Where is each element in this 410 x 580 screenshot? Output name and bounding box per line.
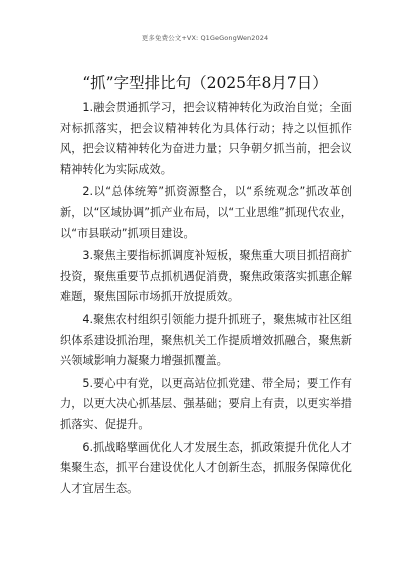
paragraph-5: 5.要心中有党，以更高站位抓党建、带全局；要工作有力，以更大决心抓基层、强基础；要肩上有责，以更实举措抓落实、促提升。 — [60, 376, 352, 431]
paragraph-6: 6.抓战略擘画优化人才发展生态，抓政策提升优化人才集聚生态，抓平台建设优化人才创新生态，抓服务保障优化人才宜居生态。 — [60, 440, 352, 495]
paragraph-3: 3.聚焦主要指标抓调度补短板，聚焦重大项目抓招商扩投资，聚焦重要节点抓机遇促消费，聚焦政策落实抓惠企解难题，聚焦国际市场抓开放提质效。 — [60, 249, 352, 304]
document-body — [60, 98, 352, 501]
paragraph-2: 2.以“总体统筹”抓资源整合，以“系统观念”抓改革创新，以“区域协调”抓产业布局，以“工业思维”抓现代农业，以“市县联动”抓项目建设。 — [60, 185, 352, 240]
document-title: “抓”字型排比句（2025年8月7日） — [82, 74, 328, 92]
paragraph-1: 1.融会贯通抓学习，把会议精神转化为政治自觉；全面对标抓落实，把会议精神转化为具体行动；持之以恒抓作风，把会议精神转化为奋进力量；只争朝夕抓当前，把会议精神转化为实际成效。 — [60, 101, 352, 176]
paragraph-4: 4.聚焦农村组织引领能力提升抓班子，聚焦城市社区组织体系建设抓治理，聚焦机关工作提质增效抓融合，聚焦新兴领域影响力凝聚力增强抓覆盖。 — [60, 312, 352, 368]
header-note: 更多免费公文+VX: Q1GeGongWen2024 — [141, 34, 269, 42]
